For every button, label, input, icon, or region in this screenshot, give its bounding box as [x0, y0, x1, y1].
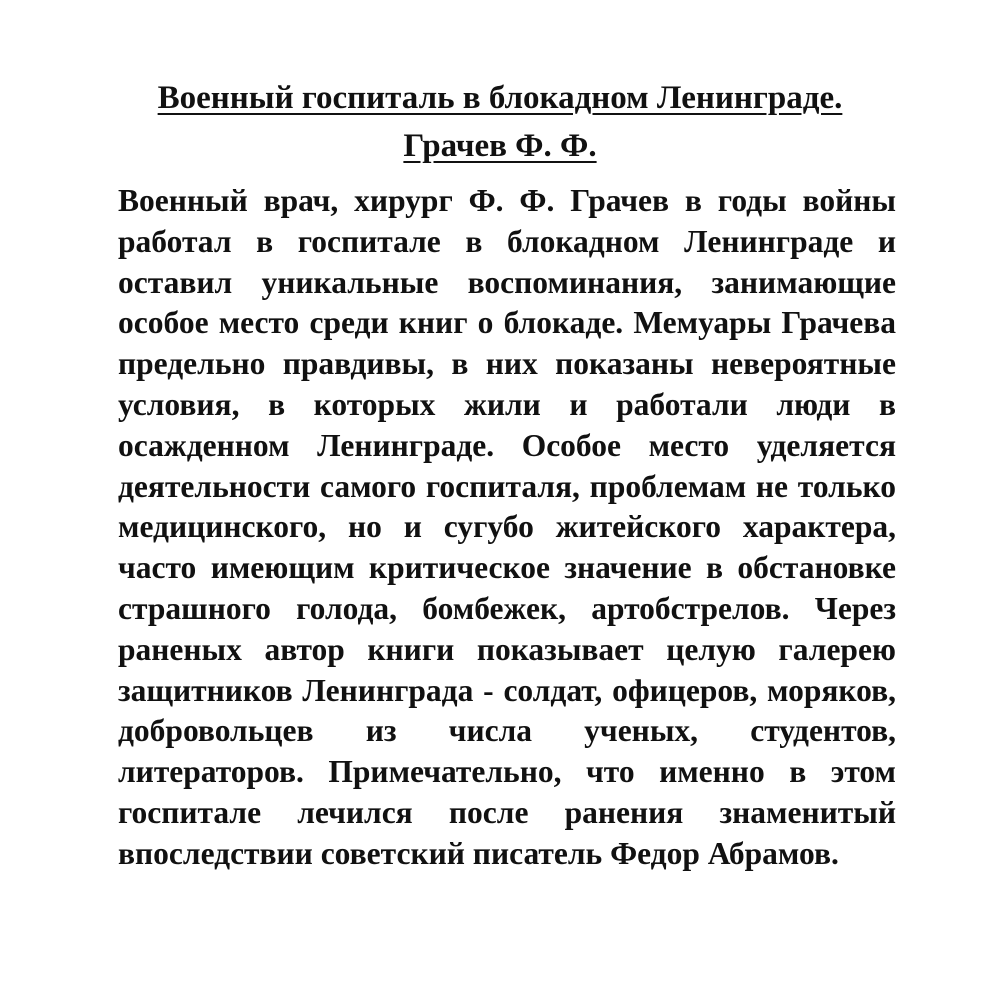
- document-body: Военный врач, хирург Ф. Ф. Грачев в годы войны работал в госпитале в блокадном Ленинграде и оставил уникальные воспоминания, занимающие особое место среди книг о блокаде. Мемуары Грачева предельно правдивы, в них показаны невероятные условия, в которых жили и работали люди в осажденном Ленинграде. Особое место уделяется деятельности самого госпиталя, проблемам не только медицинского, но и сугубо житейского характера, часто имеющим критическое значение в обстановке страшного голода, бомбежек, артобстрелов. Через раненых автор книги показывает целую галерею защитников Ленинграда - солдат, офицеров, моряков, добровольцев из числа ученых, студентов, литераторов. Примечательно, что именно в этом госпитале лечился после ранения знаменитый впоследствии советский писатель Федор Абрамов.: [118, 183, 896, 871]
- title-line-1-text: Военный госпиталь в блокадном Ленинграде.: [157, 80, 843, 116]
- document-title: [100, 74, 900, 170]
- title-line-2: [100, 122, 900, 170]
- title-line-1: [100, 74, 900, 122]
- title-line-2-text: Грачев Ф. Ф.: [403, 128, 597, 164]
